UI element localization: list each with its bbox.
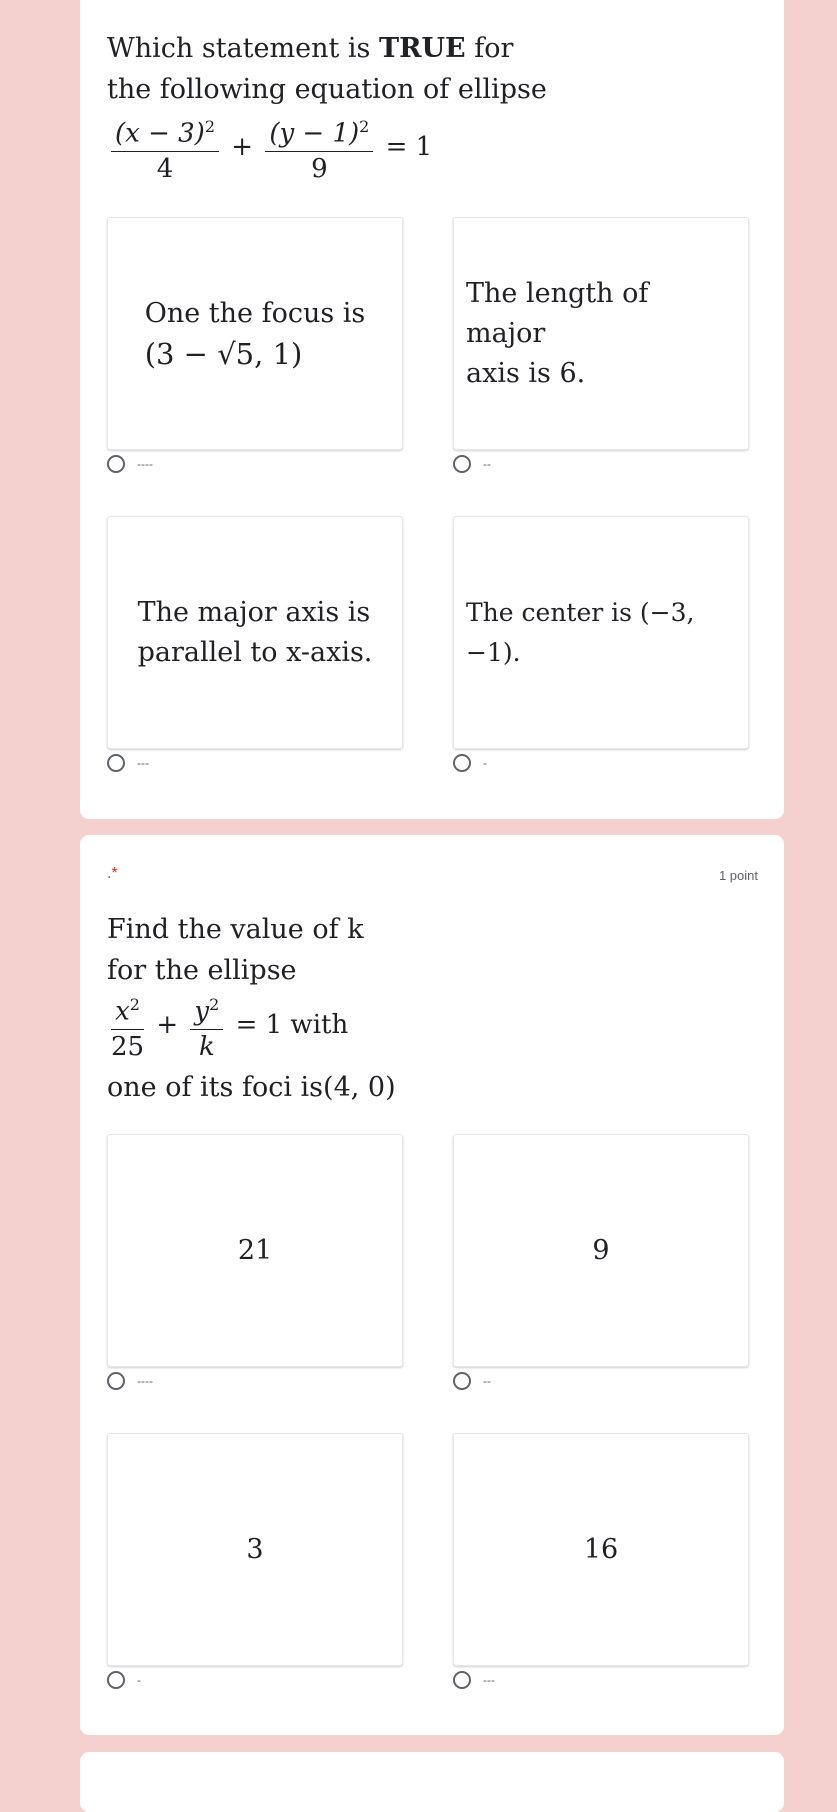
option-radio-a[interactable] — [107, 451, 153, 477]
option-text: 3 — [246, 1533, 264, 1565]
option-image-b[interactable] — [453, 217, 749, 450]
radio-circle-icon[interactable] — [107, 1372, 125, 1390]
fraction-1 — [111, 988, 144, 1064]
equals-one: = 1 — [385, 131, 433, 162]
exponent: 2 — [204, 117, 215, 136]
exponent: 2 — [359, 117, 370, 136]
prompt-text: for — [465, 33, 514, 64]
radio-label: ---- — [137, 1374, 153, 1388]
fraction-denominator: 9 — [311, 153, 328, 184]
option-text: One the focus is — [144, 297, 366, 329]
prompt-bold-text: TRUE — [378, 33, 466, 64]
prompt-text: one of its foci is(4, 0) — [107, 1072, 396, 1103]
fraction-numerator: y — [194, 996, 210, 1027]
option-image-a[interactable] — [107, 217, 403, 450]
option-radio-c[interactable] — [107, 1667, 141, 1693]
radio-circle-icon[interactable] — [107, 455, 125, 473]
radio-circle-icon[interactable] — [453, 1671, 471, 1689]
fraction-denominator: 25 — [111, 1031, 145, 1062]
option-image-d[interactable] — [453, 1433, 749, 1666]
option-text: 21 — [237, 1234, 273, 1266]
question-1-prompt — [107, 28, 547, 110]
fraction-2 — [265, 110, 373, 186]
fraction-denominator: k — [198, 1031, 215, 1062]
radio-circle-icon[interactable] — [453, 455, 471, 473]
radio-circle-icon[interactable] — [453, 754, 471, 772]
option-radio-c[interactable] — [107, 750, 149, 776]
option-text: The length of major — [466, 277, 649, 349]
option-radio-d[interactable] — [453, 750, 487, 776]
radio-circle-icon[interactable] — [107, 754, 125, 772]
option-image-b[interactable] — [453, 1134, 749, 1367]
option-image-c[interactable] — [107, 1433, 403, 1666]
option-text: parallel to x-axis. — [137, 636, 373, 668]
option-image-d[interactable] — [453, 516, 749, 749]
plus-sign: + — [231, 131, 254, 162]
fraction-numerator: (x − 3) — [115, 118, 205, 149]
prompt-text: Find the value of k — [107, 914, 364, 945]
fraction-2 — [190, 988, 223, 1064]
option-text: The major axis is — [137, 596, 371, 628]
radio-circle-icon[interactable] — [453, 1372, 471, 1390]
question-card-1 — [80, 0, 784, 819]
radio-label: -- — [483, 457, 491, 471]
prompt-text: the following equation of ellipse — [107, 74, 547, 105]
question-2-prompt-tail — [107, 1067, 396, 1108]
option-radio-d[interactable] — [453, 1667, 495, 1693]
question-title: . — [107, 865, 112, 882]
question-2-equation — [107, 988, 348, 1064]
exponent: 2 — [209, 995, 220, 1014]
option-text: 16 — [583, 1533, 619, 1565]
radio-label: --- — [137, 756, 149, 770]
radio-label: -- — [483, 1374, 491, 1388]
question-2-prompt — [107, 909, 364, 991]
option-image-c[interactable] — [107, 516, 403, 749]
option-text: axis is 6. — [466, 357, 586, 389]
prompt-text: for the ellipse — [107, 955, 297, 986]
required-star: * — [111, 865, 118, 882]
option-text: 9 — [592, 1234, 610, 1266]
fraction-numerator: x — [115, 996, 130, 1027]
equals-one-with: = 1 with — [235, 1009, 349, 1040]
radio-label: --- — [483, 1673, 495, 1687]
radio-label: ---- — [137, 457, 153, 471]
radio-label: - — [137, 1673, 141, 1687]
option-text: (3 − √5, 1) — [144, 336, 303, 371]
option-radio-a[interactable] — [107, 1368, 153, 1394]
required-marker — [107, 865, 118, 883]
fraction-denominator: 4 — [156, 153, 174, 184]
plus-sign: + — [156, 1009, 179, 1040]
question-card-2 — [80, 835, 784, 1735]
question-card-3 — [80, 1752, 784, 1812]
prompt-text: Which statement is — [107, 33, 379, 64]
fraction-1 — [111, 110, 219, 186]
option-text: The center is (−3, −1). — [466, 597, 695, 667]
exponent: 2 — [129, 995, 140, 1014]
points-label: 1 point — [718, 868, 758, 883]
option-radio-b[interactable] — [453, 1368, 491, 1394]
option-image-a[interactable] — [107, 1134, 403, 1367]
radio-label: - — [483, 756, 487, 770]
radio-circle-icon[interactable] — [107, 1671, 125, 1689]
fraction-numerator: (y − 1) — [269, 118, 360, 149]
option-radio-b[interactable] — [453, 451, 491, 477]
question-1-equation — [107, 110, 432, 186]
